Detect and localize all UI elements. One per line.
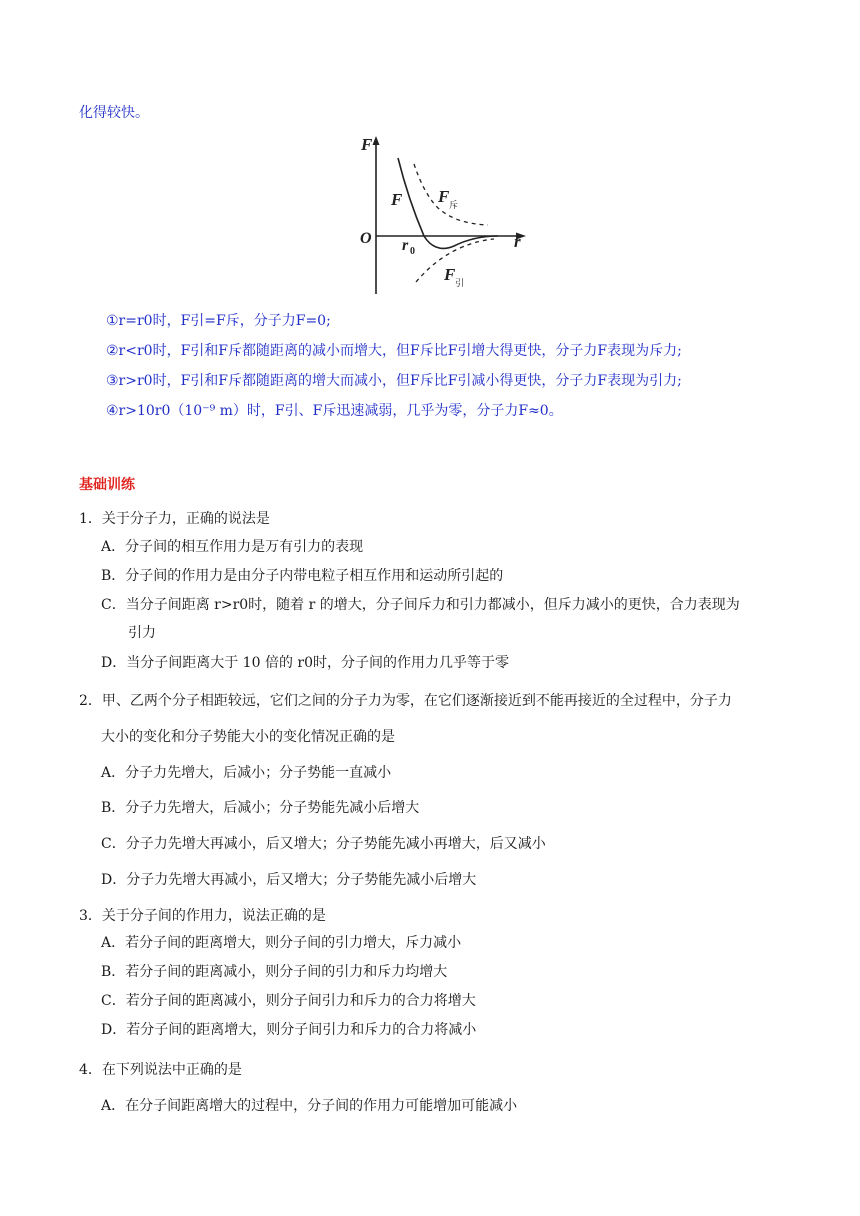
question-2-option-b: B．分子力先增大，后减小；分子势能先减小后增大: [101, 800, 420, 816]
question-1-option-c: C．当分子间距离 r>r0时，随着 r 的增大，分子间斥力和引力都减小，但斥力减小的更快，合力表现为: [101, 597, 740, 613]
question-3-stem: 3．关于分子间的作用力，说法正确的是: [79, 908, 326, 924]
repulsive-label-sub: 斥: [449, 201, 459, 211]
r0-label-sub: 0: [410, 246, 415, 257]
f-axis-label: F: [361, 135, 373, 154]
question-1-stem: 1．关于分子力，正确的说法是: [79, 511, 270, 527]
r0-label: r: [402, 237, 409, 254]
origin-label: O: [360, 230, 372, 247]
net-force-label: F: [391, 190, 403, 209]
question-2-option-d: D．分子力先增大再减小，后又增大；分子势能先减小后增大: [101, 872, 477, 888]
r-axis-label: r: [514, 232, 521, 251]
molecular-force-graph: [356, 132, 536, 298]
section-title: 基础训练: [79, 477, 135, 493]
question-4-stem: 4．在下列说法中正确的是: [79, 1062, 242, 1078]
note-2: ②r<r0时，F引和F斥都随距离的减小而增大，但F斥比F引增大得更快，分子力F表现为斥力;: [106, 343, 682, 359]
question-3-option-d: D．若分子间的距离增大，则分子间引力和斥力的合力将减小: [101, 1022, 477, 1038]
question-2-stem-cont: 大小的变化和分子势能大小的变化情况正确的是: [101, 729, 395, 745]
question-3-option-b: B．若分子间的距离减小，则分子间的引力和斥力均增大: [101, 964, 448, 980]
note-3: ③r>r0时，F引和F斥都随距离的增大而减小，但F斥比F引减小得更快，分子力F表现为引力;: [106, 373, 682, 389]
question-3-option-a: A．若分子间的距离增大，则分子间的引力增大，斥力减小: [101, 935, 462, 951]
question-3-option-c: C．若分子间的距离减小，则分子间引力和斥力的合力将增大: [101, 993, 476, 1009]
intro-tail: 化得较快。: [79, 105, 149, 121]
question-2-option-a: A．分子力先增大，后减小；分子势能一直减小: [101, 765, 392, 781]
note-4: ④r>10r0（10⁻⁹ m）时，F引、F斥迅速减弱，几乎为零，分子力F≈0。: [106, 403, 563, 419]
question-2-option-c: C．分子力先增大再减小，后又增大；分子势能先减小再增大，后又减小: [101, 836, 546, 852]
question-1-option-b: B．分子间的作用力是由分子内带电粒子相互作用和运动所引起的: [101, 568, 504, 584]
question-1-option-d: D．当分子间距离大于 10 倍的 r0时，分子间的作用力几乎等于零: [101, 655, 509, 671]
question-1-option-c-cont: 引力: [128, 625, 156, 641]
question-2-stem: 2．甲、乙两个分子相距较远，它们之间的分子力为零，在它们逐渐接近到不能再接近的全过程中，分子力: [79, 693, 732, 709]
repulsive-curve: [414, 164, 488, 225]
attractive-label: F: [444, 265, 456, 284]
question-4-option-a: A．在分子间距离增大的过程中，分子间的作用力可能增加可能减小: [101, 1098, 518, 1114]
note-1: ①r=r0时，F引=F斥，分子力F=0;: [106, 313, 331, 329]
repulsive-label: F: [438, 187, 450, 206]
f-axis-arrow: [373, 136, 380, 145]
attractive-label-sub: 引: [455, 279, 465, 289]
question-1-option-a: A．分子间的相互作用力是万有引力的表现: [101, 539, 364, 555]
